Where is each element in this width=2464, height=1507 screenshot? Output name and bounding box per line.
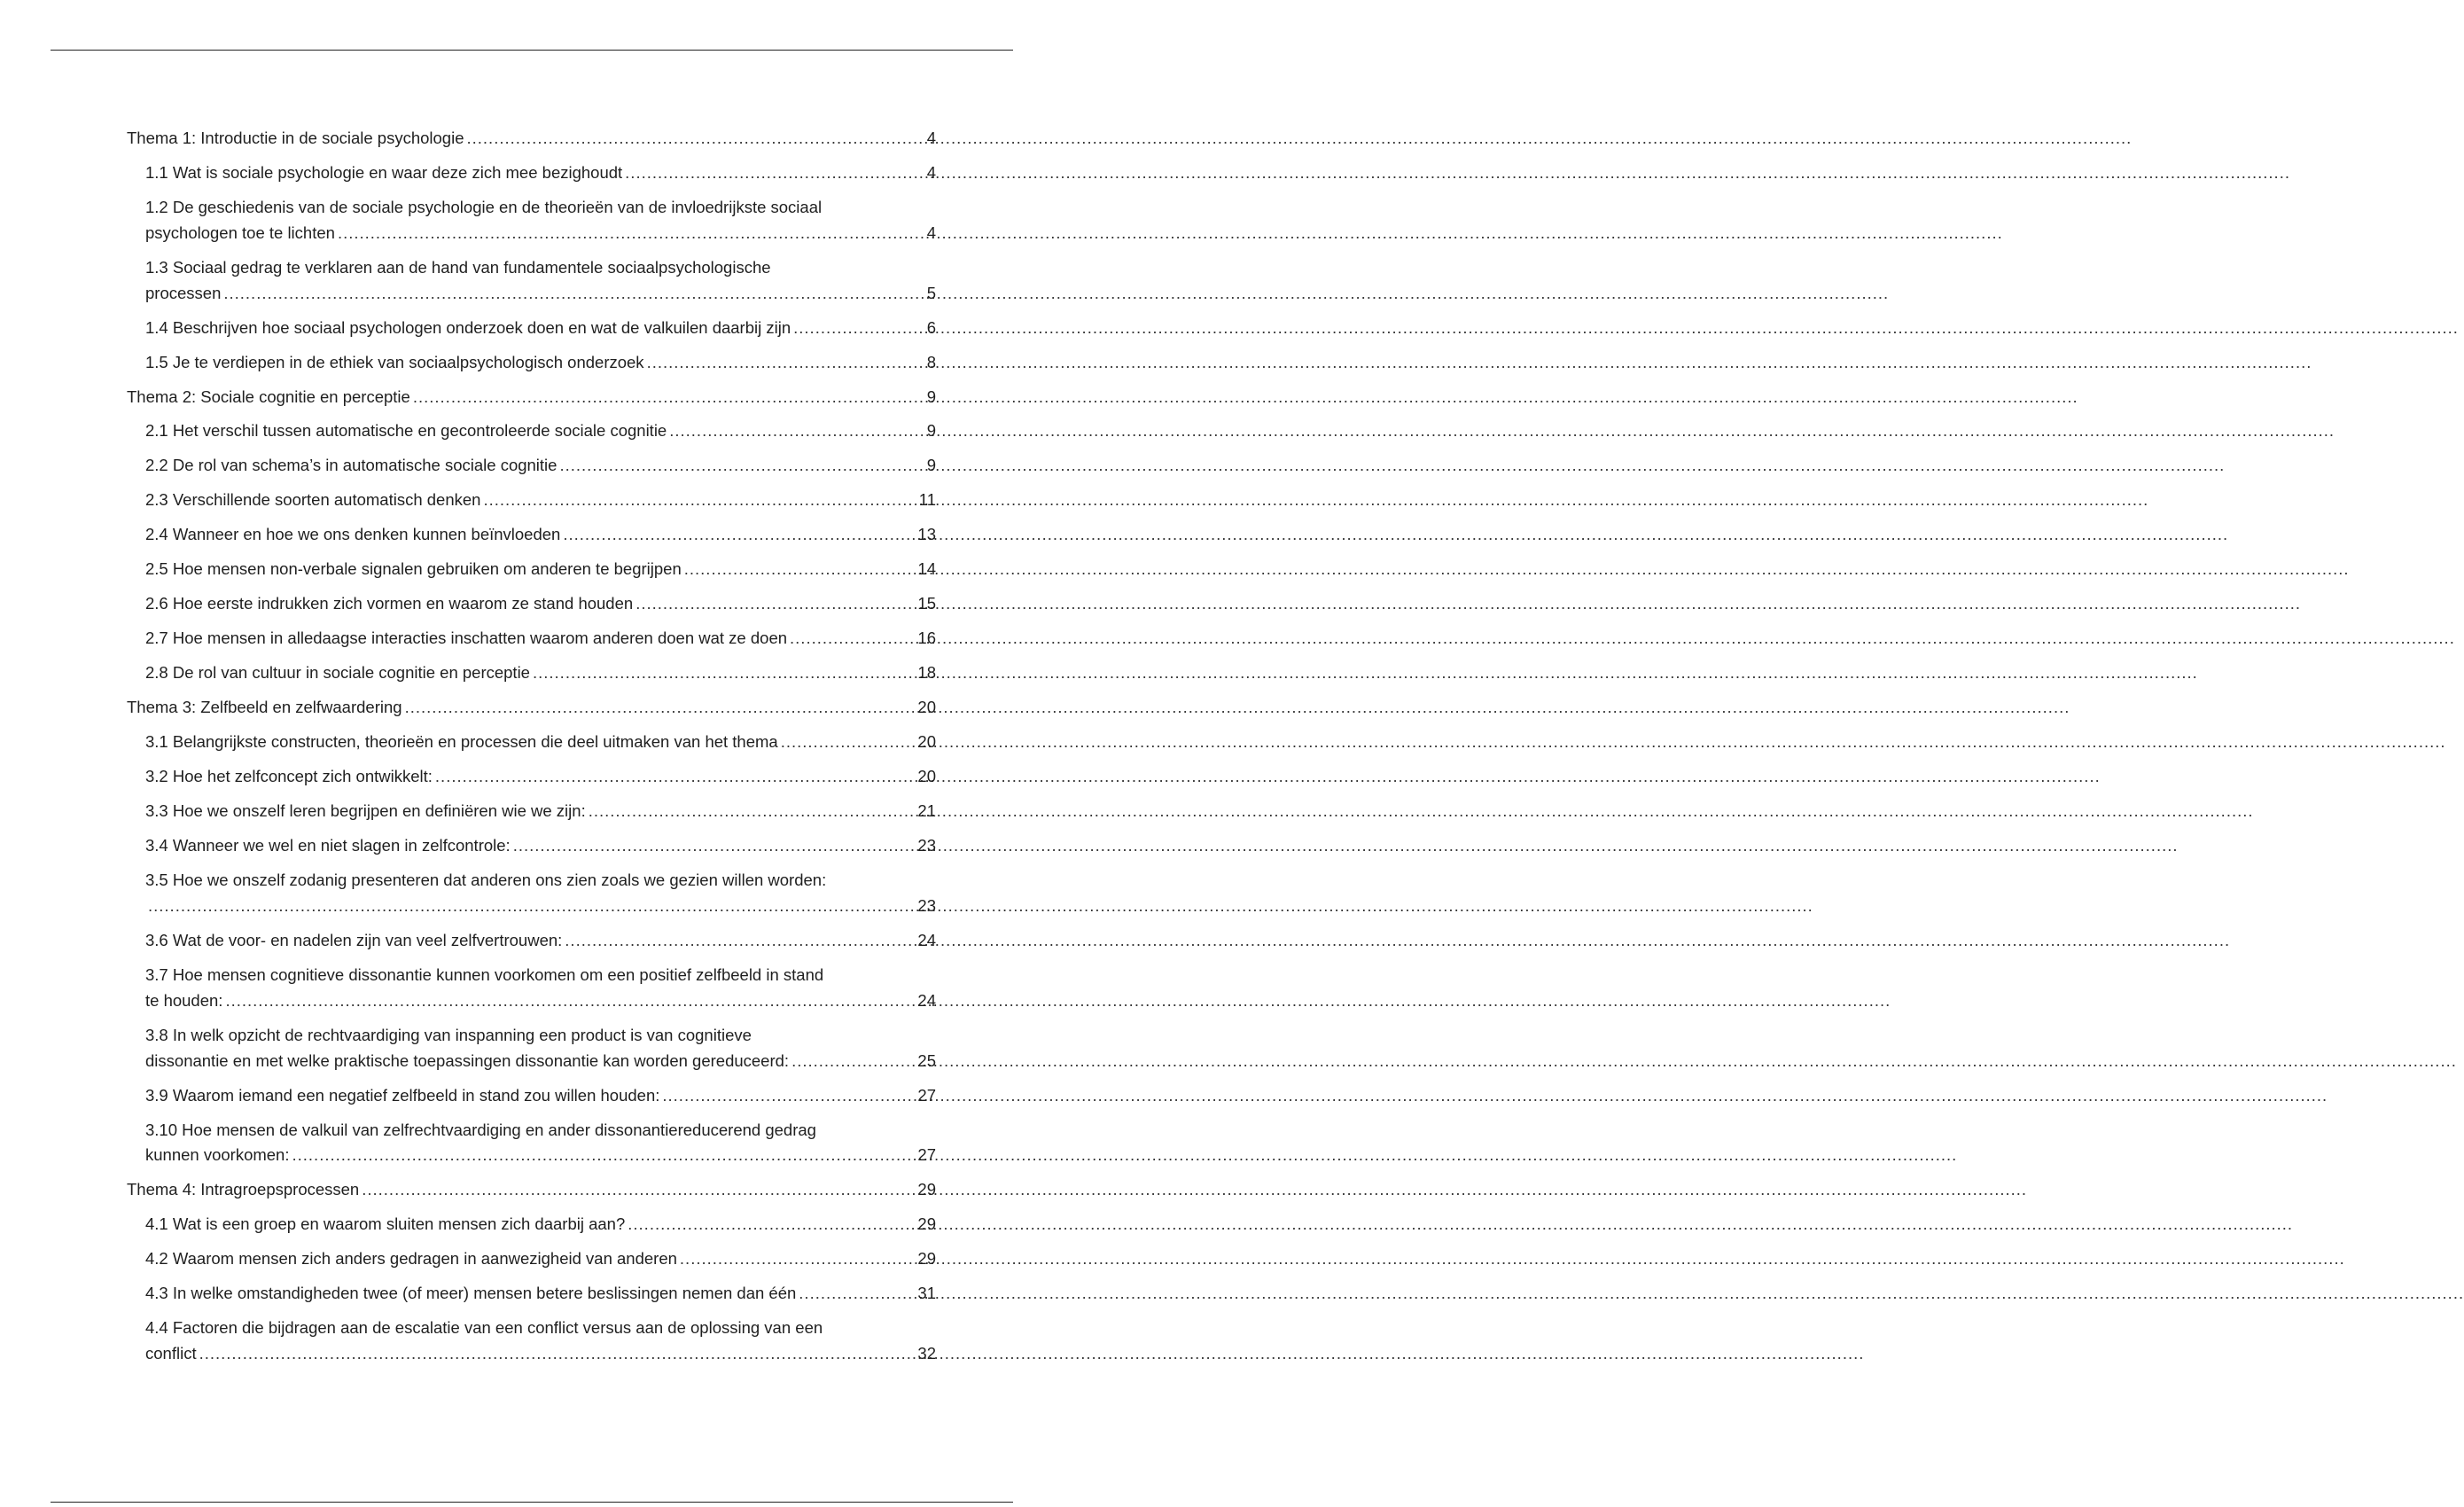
toc-entry-title: processen (145, 283, 222, 302)
toc-page-number: 9 (926, 456, 936, 475)
toc-entry-line (145, 1049, 936, 1074)
toc-dot-leader (563, 522, 915, 548)
toc-entry-title: 3.6 Wat de voor- en nadelen zijn van veel zelfvertrouwen: (145, 931, 563, 950)
toc-dot-leader (684, 557, 916, 582)
toc-entry-line (145, 160, 936, 186)
toc-dot-leader (362, 1177, 915, 1203)
toc-entry-section[interactable] (127, 160, 936, 186)
toc-entry-chapter[interactable] (127, 385, 936, 410)
toc-entry-line (145, 557, 936, 582)
toc-entry-title-line: 3.10 Hoe mensen de valkuil van zelfrechtvaardiging en ander dissonantiereducerend gedrag (145, 1120, 816, 1139)
toc-entry-section[interactable] (127, 591, 936, 617)
footer-rule (51, 1502, 1013, 1503)
toc-page-number: 16 (917, 629, 936, 648)
toc-page-number: 14 (917, 559, 936, 579)
toc-dot-leader (435, 764, 916, 790)
toc-entry-title: 3.1 Belangrijkste constructen, theorieën en processen die deel uitmaken van het thema (145, 732, 778, 752)
toc-page-number: 27 (917, 1085, 936, 1105)
toc-entry-line (145, 350, 936, 376)
toc-entry-title-line: 1.3 Sociaal gedrag te verklaren aan de hand van fundamentele sociaalpsychologische (145, 257, 771, 277)
toc-entry-section[interactable] (127, 1212, 936, 1238)
toc-entry-section[interactable] (127, 557, 936, 582)
toc-page-number: 15 (917, 594, 936, 613)
toc-entry-line (145, 418, 936, 444)
toc-entry-section[interactable] (127, 928, 936, 954)
toc-entry-line (145, 281, 936, 307)
toc-entry-section[interactable] (127, 350, 936, 376)
toc-entry-title: 2.5 Hoe mensen non-verbale signalen gebruiken om anderen te begrijpen (145, 559, 682, 579)
toc-entry-title-line: 1.2 De geschiedenis van de sociale psychologie en de theorieën van de invloedrijkste sociaal (145, 197, 823, 216)
toc-dot-leader (793, 316, 924, 341)
toc-entry-section[interactable] (127, 730, 936, 755)
toc-dot-leader (413, 385, 924, 410)
toc-dot-leader (791, 1049, 915, 1074)
toc-entry-title: 2.1 Het verschil tussen automatische en gecontroleerde sociale cognitie (145, 421, 667, 441)
toc-page-number: 23 (917, 896, 936, 916)
toc-page-number: 20 (917, 732, 936, 752)
toc-page-number: 11 (918, 490, 936, 510)
toc-entry-line (145, 833, 936, 859)
toc-entry-title-line: 3.7 Hoe mensen cognitieve dissonantie kunnen voorkomen om een positief zelfbeeld in stand (145, 965, 824, 985)
toc-page-number: 27 (917, 1145, 936, 1165)
toc-dot-leader (662, 1083, 915, 1109)
toc-dot-leader (223, 281, 924, 307)
toc-dot-leader (781, 730, 916, 755)
toc-page-number: 8 (926, 352, 936, 371)
toc-entry-title-line: 3.5 Hoe we onszelf zodanig presenteren dat anderen ons zien zoals we gezien willen worden: (145, 871, 827, 890)
toc-page-number: 4 (926, 162, 936, 182)
toc-entry-section[interactable] (127, 963, 936, 1014)
toc-entry-title: Thema 2: Sociale cognitie en perceptie (127, 387, 410, 406)
toc-entry-line (145, 591, 936, 617)
toc-entry-section[interactable] (127, 1083, 936, 1109)
toc-page-number: 9 (926, 421, 936, 441)
toc-dot-leader (635, 591, 915, 617)
toc-entry-title: 4.2 Waarom mensen zich anders gedragen in aanwezigheid van anderen (145, 1249, 677, 1269)
toc-entry-line (145, 1212, 936, 1238)
toc-entry-section[interactable] (127, 868, 936, 919)
toc-entry-line (145, 764, 936, 790)
toc-entry-section[interactable] (127, 418, 936, 444)
toc-page-number: 5 (926, 283, 936, 302)
toc-entry-title: 2.6 Hoe eerste indrukken zich vormen en waarom ze stand houden (145, 594, 634, 613)
toc-entry-section[interactable] (127, 255, 936, 307)
toc-entry-section[interactable] (127, 488, 936, 513)
toc-entry-title: kunnen voorkomen: (145, 1145, 290, 1165)
toc-entry-section[interactable] (127, 660, 936, 686)
toc-dot-leader (148, 894, 915, 919)
toc-dot-leader (225, 988, 915, 1014)
toc-entry-line (145, 1143, 936, 1168)
toc-entry-line (145, 799, 936, 824)
toc-page-number: 23 (917, 836, 936, 855)
toc-entry-section[interactable] (127, 799, 936, 824)
toc-page-number: 29 (917, 1180, 936, 1199)
table-of-contents (127, 126, 936, 1376)
toc-dot-leader (625, 160, 924, 186)
toc-page-number: 20 (917, 698, 936, 717)
toc-entry-title: 4.1 Wat is een groep en waarom sluiten mensen zich daarbij aan? (145, 1214, 626, 1234)
toc-entry-chapter[interactable] (127, 695, 936, 721)
toc-entry-section[interactable] (127, 195, 936, 246)
toc-entry-line (145, 626, 936, 652)
toc-entry-line (145, 730, 936, 755)
toc-entry-line (145, 928, 936, 954)
toc-page-number: 20 (917, 767, 936, 786)
toc-entry-section[interactable] (127, 764, 936, 790)
toc-entry-section[interactable] (127, 833, 936, 859)
toc-dot-leader (559, 453, 924, 479)
toc-entry-chapter[interactable] (127, 1177, 936, 1203)
toc-dot-leader (628, 1212, 915, 1238)
toc-entry-section[interactable] (127, 1246, 936, 1272)
toc-entry-title: 3.4 Wanneer we wel en niet slagen in zelfcontrole: (145, 836, 511, 855)
toc-entry-line (145, 988, 936, 1014)
toc-entry-title: dissonantie en met welke praktische toepassingen dissonantie kan worden gereduceerd: (145, 1050, 790, 1070)
toc-entry-title: 3.3 Hoe we onszelf leren begrijpen en definiëren wie we zijn: (145, 801, 586, 821)
toc-entry-line (145, 453, 936, 479)
toc-entry-title-line: 4.4 Factoren die bijdragen aan de escalatie van een conflict versus aan de oplossing van een (145, 1318, 823, 1338)
toc-page-number: 29 (917, 1214, 936, 1234)
toc-page-number: 13 (917, 525, 936, 544)
toc-entry-title-line: 3.8 In welk opzicht de rechtvaardiging van inspanning een product is van cognitieve (145, 1025, 752, 1044)
toc-dot-leader (467, 126, 924, 152)
toc-dot-leader (338, 221, 924, 246)
toc-dot-leader (790, 626, 915, 652)
toc-page-number: 29 (917, 1249, 936, 1269)
toc-entry-title: 3.2 Hoe het zelfconcept zich ontwikkelt: (145, 767, 433, 786)
toc-page-number: 4 (926, 223, 936, 242)
toc-dot-leader (589, 799, 916, 824)
toc-entry-section[interactable] (127, 626, 936, 652)
toc-dot-leader (680, 1246, 916, 1272)
toc-entry-title: 2.4 Wanneer en hoe we ons denken kunnen beïnvloeden (145, 525, 561, 544)
toc-entry-section[interactable] (127, 1023, 936, 1074)
toc-dot-leader (483, 488, 916, 513)
toc-dot-leader (292, 1143, 916, 1168)
toc-entry-section[interactable] (127, 316, 936, 341)
toc-dot-leader (533, 660, 915, 686)
toc-entry-section[interactable] (127, 522, 936, 548)
toc-page-number: 31 (917, 1284, 936, 1303)
toc-entry-line (127, 1177, 936, 1203)
toc-entry-section[interactable] (127, 453, 936, 479)
toc-entry-title: 1.1 Wat is sociale psychologie en waar deze zich mee bezighoudt (145, 162, 623, 182)
toc-entry-section[interactable] (127, 1118, 936, 1169)
toc-entry-line (145, 894, 936, 919)
toc-entry-line (145, 660, 936, 686)
toc-entry-line (145, 1281, 936, 1307)
toc-entry-title: 1.5 Je te verdiepen in de ethiek van sociaalpsychologisch onderzoek (145, 352, 644, 371)
toc-entry-line (145, 1341, 936, 1367)
toc-dot-leader (199, 1341, 916, 1367)
toc-entry-line (145, 1083, 936, 1109)
toc-entry-title: 3.9 Waarom iemand een negatief zelfbeeld in stand zou willen houden: (145, 1085, 660, 1105)
toc-page-number: 6 (926, 317, 936, 337)
toc-page-number: 18 (917, 663, 936, 683)
toc-dot-leader (405, 695, 916, 721)
toc-page-number: 4 (926, 129, 936, 147)
toc-entry-line (145, 522, 936, 548)
toc-entry-title: 1.4 Beschrijven hoe sociaal psychologen onderzoek doen en wat de valkuilen daarbij zijn (145, 317, 791, 337)
toc-page-number: 32 (917, 1344, 936, 1363)
toc-page-number: 24 (917, 931, 936, 950)
toc-entry-title: Thema 1: Introductie in de sociale psychologie (127, 129, 464, 147)
toc-entry-section[interactable] (127, 1316, 936, 1367)
toc-entry-title: Thema 4: Intragroepsprocessen (127, 1180, 360, 1199)
toc-page-number: 9 (926, 387, 936, 406)
toc-entry-chapter[interactable] (127, 126, 936, 152)
toc-entry-title: 4.3 In welke omstandigheden twee (of meer) mensen betere beslissingen nemen dan één (145, 1284, 797, 1303)
toc-page-number: 24 (917, 990, 936, 1010)
toc-page-number: 25 (917, 1050, 936, 1070)
toc-page-number: 21 (917, 801, 936, 821)
toc-entry-line (145, 1246, 936, 1272)
toc-entry-title: conflict (145, 1344, 197, 1363)
toc-entry-title: psychologen toe te lichten (145, 223, 335, 242)
toc-entry-line (145, 488, 936, 513)
toc-dot-leader (647, 350, 924, 376)
toc-entry-line (127, 695, 936, 721)
toc-entry-line (127, 385, 936, 410)
toc-entry-title: 2.3 Verschillende soorten automatisch denken (145, 490, 481, 510)
toc-entry-title: Thema 3: Zelfbeeld en zelfwaardering (127, 698, 402, 717)
toc-dot-leader (565, 928, 915, 954)
toc-entry-section[interactable] (127, 1281, 936, 1307)
header-rule (51, 50, 1013, 51)
toc-entry-line (145, 316, 936, 341)
toc-dot-leader (669, 418, 924, 444)
toc-dot-leader (799, 1281, 915, 1307)
toc-entry-title: 2.2 De rol van schema’s in automatische sociale cognitie (145, 456, 558, 475)
toc-dot-leader (513, 833, 916, 859)
toc-entry-title: 2.7 Hoe mensen in alledaagse interacties inschatten waarom anderen doen wat ze doen (145, 629, 788, 648)
toc-entry-title: 2.8 De rol van cultuur in sociale cognitie en perceptie (145, 663, 530, 683)
toc-entry-title: te houden: (145, 990, 223, 1010)
toc-entry-line (145, 221, 936, 246)
toc-entry-line (127, 126, 936, 152)
